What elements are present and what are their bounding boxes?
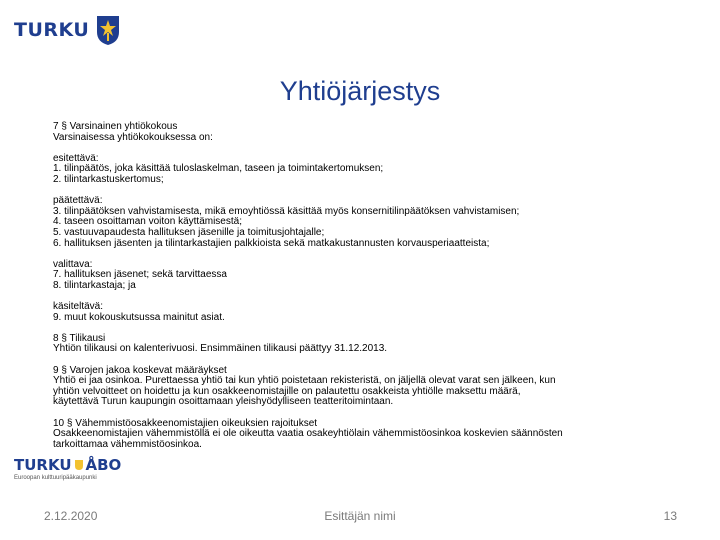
paragraph-line: 2. tilintarkastuskertomus; [53,173,164,185]
article-paragraph [53,196,683,249]
turku-abo-mark-icon [74,459,84,471]
page-title: Yhtiöjärjestys [279,76,441,106]
paragraph-heading: 10 § Vähemmistöosakkeenomistajien oikeuksien rajoitukset [53,417,318,429]
paragraph-heading: käsiteltävä: [53,301,104,313]
paragraph-line: tarkoittamaa vähemmistöosinkoa. [53,438,202,450]
paragraph-line: käytettävä Turun kaupungin osoittamaan yleishyödylliseen teatteritoimintaan. [53,396,394,408]
footer-date: 2.12.2020 [44,509,98,523]
paragraph-line: Yhtiön tilikausi on kalenterivuosi. Ensimmäinen tilikausi päättyy 31.12.2013. [53,343,388,355]
paragraph-heading: 9 § Varojen jakoa koskevat määräykset [53,364,227,376]
paragraph-heading: päätettävä: [53,195,103,207]
article-paragraph [53,260,683,292]
paragraph-heading: esitettävä: [53,152,99,164]
paragraph-line: 5. vastuuvapaudesta hallituksen jäsenille ja toimitusjohtajalle; [53,226,325,238]
article-paragraph [53,419,683,451]
paragraph-line: Yhtiö ei jaa osinkoa. Purettaessa yhtiö tai kun yhtiö poistetaan rekisteristä, on jäljellä olevat varat sen jälkeen, kun [53,375,556,387]
turku-logo [14,14,121,46]
article-paragraph [53,122,683,143]
paragraph-line: 6. hallituksen jäsenten ja tilintarkastajien palkkioista sekä matkakustannusten korvausperiaatteista; [53,237,490,249]
paragraph-line: 9. muut kokouskutsussa mainitut asiat. [53,311,225,323]
paragraph-line: Varsinaisessa yhtiökokouksessa on: [53,131,213,143]
turku-abo-wordmark [14,456,121,474]
paragraph-line: 7. hallituksen jäsenet; sekä tarvittaessa [53,269,227,281]
turku-logo-text: TURKU [14,19,90,41]
article-paragraph [53,154,683,186]
paragraph-heading: 7 § Varsinainen yhtiökokous [53,121,178,132]
article-paragraph [53,302,683,323]
paragraph-line: 4. taseen osoittaman voiton käyttämisestä; [53,216,242,228]
paragraph-heading: valittava: [53,258,93,270]
paragraph-line: yhtiön velvoitteet on hoidettu ja kun osakkeenomistajille on palautettu osakkeista yhtiölle maksettu määrä, [53,385,521,397]
article-paragraph [53,366,683,408]
articles-text [53,122,683,461]
paragraph-heading: 8 § Tilikausi [53,332,106,344]
turku-abo-right-text: ÅBO [85,456,122,474]
paragraph-line: 3. tilinpäätöksen vahvistamisesta, mikä emoyhtiössä käsittää myös konsernitilinpäätöksen vahvistamisen; [53,205,520,217]
turku-crest-icon [95,14,121,46]
paragraph-line: Osakkeenomistajien vähemmistöllä ei ole oikeutta vaatia osakeyhtiölain vähemmistöosinkoa koskevien säännösten [53,428,563,440]
paragraph-line: 1. tilinpäätös, joka käsittää tuloslaskelman, taseen ja toimintakertomuksen; [53,163,384,175]
paragraph-line: 8. tilintarkastaja; ja [53,279,136,291]
turku-abo-logo [14,456,121,481]
turku-abo-subtitle: Euroopan kulttuuripääkaupunki [14,475,97,481]
article-paragraph [53,334,683,355]
turku-abo-left-text: TURKU [14,456,72,474]
footer-page-number: 13 [663,509,677,523]
footer-presenter: Esittäjän nimi [324,509,396,523]
